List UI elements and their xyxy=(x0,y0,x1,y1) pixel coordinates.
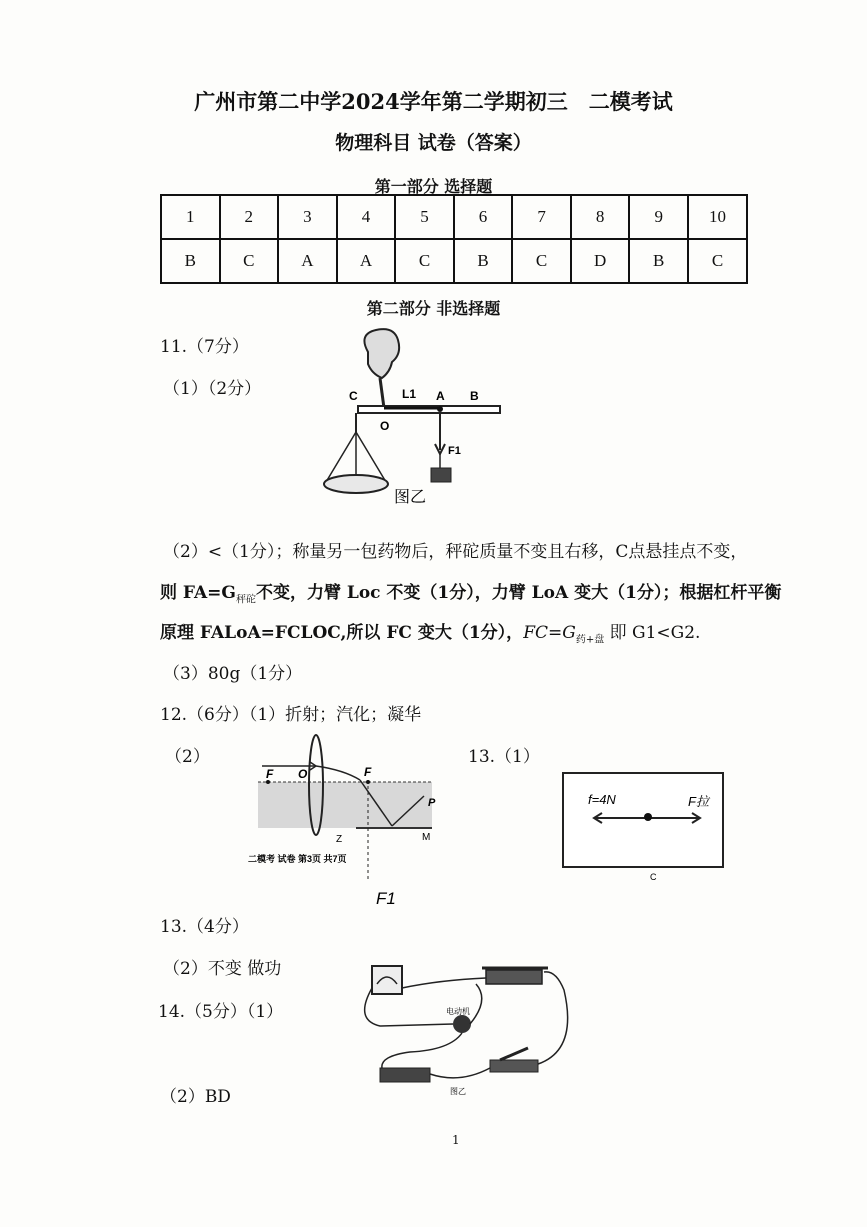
rheostat xyxy=(486,970,542,984)
table-cell: 8 xyxy=(571,195,630,239)
steelyard-figure xyxy=(318,322,518,508)
text-line2-rest: 不变，力臂 Loc 不变（1分），力臂 LoA 变大（1分）；根据杠杆平衡 xyxy=(255,583,782,603)
table-cell: 5 xyxy=(395,195,454,239)
table-cell: A xyxy=(337,239,396,283)
table-cell: C xyxy=(395,239,454,283)
label-pull: F拉 xyxy=(688,794,709,809)
label-m: M xyxy=(422,832,431,843)
table-cell: C xyxy=(512,239,571,283)
hand-icon xyxy=(364,329,399,378)
text-conclusion: 即 G1<G2. xyxy=(604,623,701,643)
force-diagram xyxy=(560,770,730,882)
q12-heading: 12.（6分）（1）折射；汽化；凝华 xyxy=(160,705,422,725)
text-fc-g: FC=G xyxy=(523,623,576,643)
diagram-frame xyxy=(563,773,723,867)
q11-sub1: （1）（2分） xyxy=(163,379,262,399)
school-title: 广州市第二中学2024学年第二学期初三 二模考试 xyxy=(194,89,673,114)
table-cell: B xyxy=(161,239,220,283)
table-row-answers xyxy=(161,239,747,283)
part1-title: 第一部分 选择题 xyxy=(374,177,493,196)
table-cell: 1 xyxy=(161,195,220,239)
q13-sub2: （2）不变 做功 xyxy=(163,959,282,979)
label-p: P xyxy=(428,797,436,809)
label-o: O xyxy=(298,767,308,781)
q11-heading: 11.（7分） xyxy=(160,337,249,357)
figure-caption: 图乙 xyxy=(450,1087,466,1096)
table-cell: 7 xyxy=(512,195,571,239)
label-motor: 电动机 xyxy=(446,1007,470,1016)
table-cell: C xyxy=(220,239,279,283)
text-fa-g: 则 FA=G xyxy=(160,583,236,603)
q11-sub2-line3 xyxy=(160,618,860,645)
label-z: Z xyxy=(336,834,343,845)
label-f-left: F xyxy=(266,767,274,781)
label-f-right: F xyxy=(364,765,372,779)
object-point xyxy=(644,813,652,821)
label-o: O xyxy=(380,419,390,433)
label-l1: L1 xyxy=(402,387,417,401)
table-cell: 2 xyxy=(220,195,279,239)
table-cell: 3 xyxy=(278,195,337,239)
table-cell: 4 xyxy=(337,195,396,239)
table-cell: D xyxy=(571,239,630,283)
q11-sub2-line1: （2）<（1分）；称量另一包药物后，秤砣质量不变且右移，C点悬挂点不变， xyxy=(163,542,748,562)
hand-f1: F1 xyxy=(376,889,396,908)
hand-string xyxy=(380,378,384,408)
page-number: 1 xyxy=(452,1133,460,1147)
figure-caption: C xyxy=(650,872,657,882)
q11-sub3: （3）80g（1分） xyxy=(163,664,303,684)
refraction-figure xyxy=(244,730,444,910)
table-cell: 10 xyxy=(688,195,747,239)
label-b: B xyxy=(470,389,479,403)
q14-sub2: （2）BD xyxy=(160,1087,231,1107)
water-region xyxy=(258,782,432,828)
sub-drug-pan: 药+盘 xyxy=(575,634,605,646)
table-cell: A xyxy=(278,239,337,283)
table-cell: 6 xyxy=(454,195,513,239)
battery xyxy=(380,1068,430,1082)
answer-table xyxy=(160,194,748,284)
label-f1: F1 xyxy=(448,445,461,457)
sub-weight: 秤砣 xyxy=(235,594,256,606)
q12-sub2: （2） xyxy=(165,747,210,767)
table-row-numbers xyxy=(161,195,747,239)
circuit-figure xyxy=(350,960,590,1100)
scan-footer: 二模考 试卷 第3页 共7页 xyxy=(248,854,347,864)
table-cell: C xyxy=(688,239,747,283)
q14-heading: 14.（5分）（1） xyxy=(158,1002,284,1022)
part2-title: 第二部分 非选择题 xyxy=(366,299,501,318)
table-cell: B xyxy=(454,239,513,283)
q13-heading: 13.（4分） xyxy=(160,917,249,937)
table-cell: 9 xyxy=(629,195,688,239)
scale-pan xyxy=(324,475,388,493)
label-a: A xyxy=(436,389,445,403)
motor xyxy=(453,1015,471,1033)
ammeter xyxy=(372,966,402,994)
subject-title: 物理科目 试卷（答案） xyxy=(335,132,532,154)
weight-block xyxy=(431,468,451,482)
table-cell: B xyxy=(629,239,688,283)
q11-sub2-line2 xyxy=(160,578,860,605)
q13-sub1: 13.（1） xyxy=(468,747,540,767)
point-a xyxy=(437,406,443,412)
text-principle: 原理 FALoA=FCLOC,所以 FC 变大（1分）， xyxy=(160,623,524,643)
label-c: C xyxy=(349,389,358,403)
switch xyxy=(490,1060,538,1072)
figure-caption: 图乙 xyxy=(394,489,427,506)
label-friction: f=4N xyxy=(588,792,616,807)
